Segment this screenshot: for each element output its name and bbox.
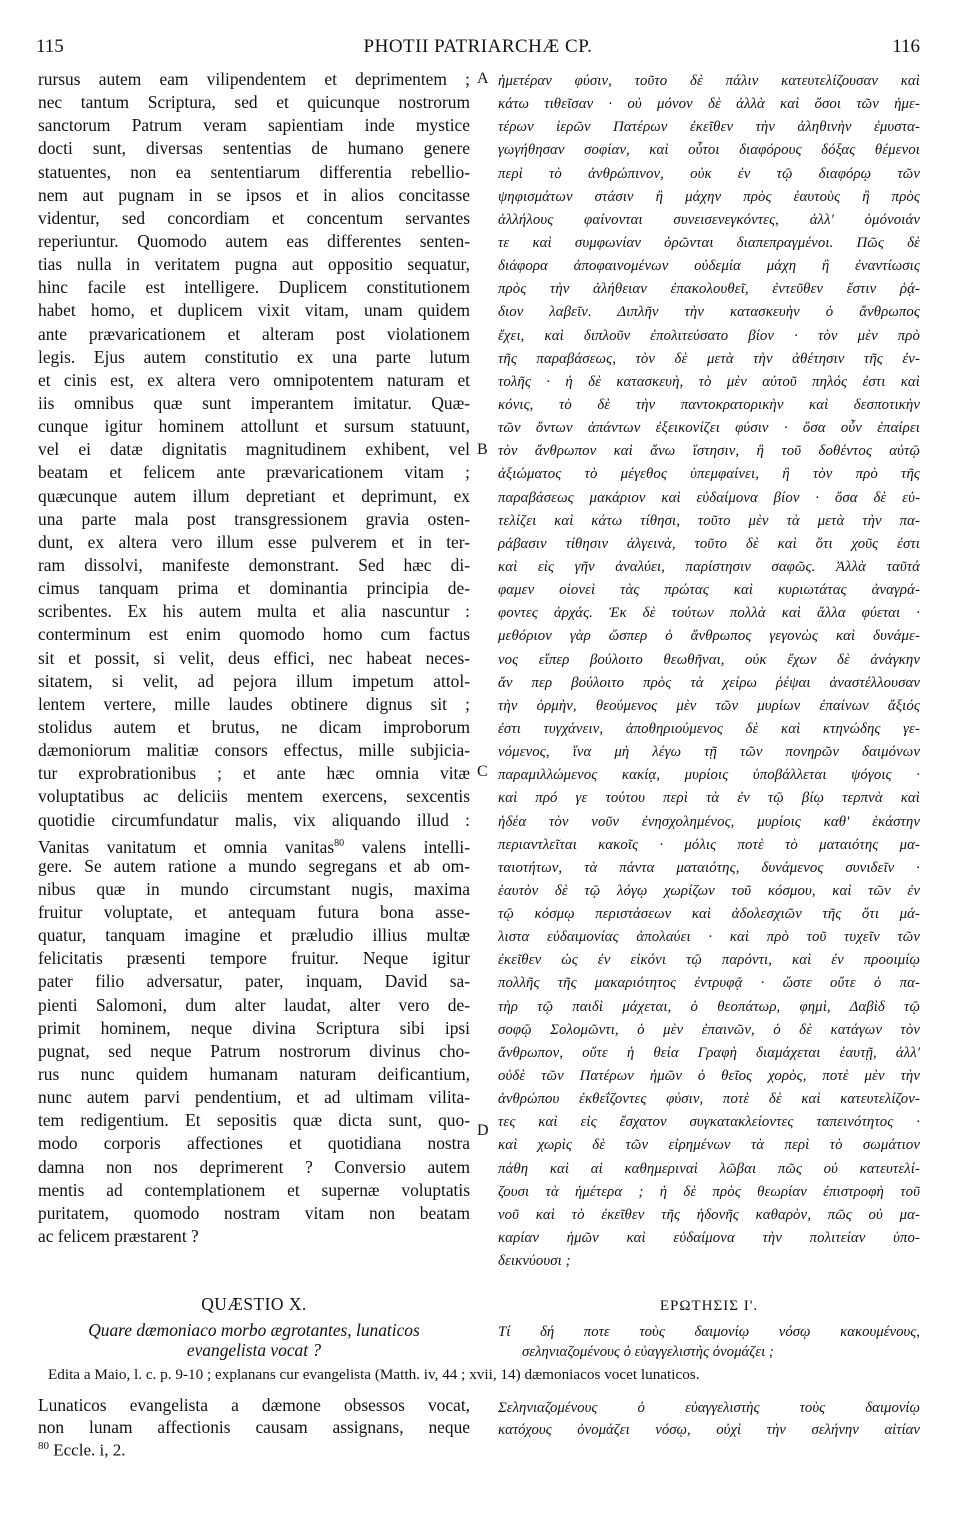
- question-body-latin: [38, 1394, 470, 1438]
- text-line: vel ei datæ dignitatis magnitudinem exhibent, vel: [38, 439, 470, 460]
- text-line: πολλῆς τῆς μακαριότητος ἐντρυφᾷ · ὥστε οὔτε ὁ πα-: [498, 975, 920, 992]
- text-line: κατόχους ὀνομάζει νόσῳ, οὐχὶ τὴν σελήνην αἰτίαν: [498, 1422, 920, 1438]
- text-line: ἔχει, καὶ διπλοῦν ἐπολιτεύσατο βίον · τὸν μὲν πρὸ: [498, 327, 920, 344]
- footnote-number: 80: [38, 1440, 49, 1452]
- text-line: περὶ τὸ ἀνθρώπινον, οὐκ ἐν τῷ διαφόρῳ τῶν: [498, 165, 920, 182]
- page-number-left: 115: [36, 36, 64, 57]
- text-line: ἄν περ βούλοιτο πρὸς τὰ χείρω ῥέψαι ἀναστέλλουσαν: [498, 674, 920, 691]
- text-line: rursus autem eam vilipendentem et deprimentem ;: [38, 69, 470, 89]
- text-line: νος εἴπερ βούλοιτο θεωθῆναι, οὐκ ἔχων δὲ ἀνάγκην: [498, 651, 920, 668]
- text-line: κάτω τιθεῖσαν · οὐ μόνον δὲ ἀλλὰ καὶ ὅσοι τῶν ἡμε-: [498, 96, 920, 113]
- text-line: tem redigentium. Et sepositis quæ dicta sunt, quo-: [38, 1110, 470, 1131]
- text-line: τὴρ τῷ παιδὶ μάχεται, ὁ θεοπάτωρ, φημὶ, Δαβὶδ τῷ: [498, 998, 920, 1015]
- text-line: τῶν ὄντων ἁπάντων ἐξεικονίζει φύσιν · ὅσα οὖν ἐπαίρει: [498, 420, 920, 437]
- text-line: quatur, tanquam imagine et præludio illius multæ: [38, 925, 470, 946]
- text-line: τὴν ὁρμὴν, θεούμενος μὲν τῶν μυρίων ἐπαίνων ἄξιός: [498, 697, 920, 714]
- text-line: lentem vertere, mille laudes obtinere dignus sit ;: [38, 693, 470, 714]
- text-line: rus nunc quidem humanam naturam deificantium,: [38, 1064, 470, 1085]
- text-line-part: Vanitas vanitatum et omnia vanitas: [38, 836, 335, 855]
- section-marker-a: A: [477, 70, 489, 87]
- greek-column: [498, 70, 920, 1273]
- text-line: ράβασιν τίθησιν ἀλγεινὰ, τοῦτο δὲ καὶ ὅτι χοῦς ἐστι: [498, 535, 920, 552]
- question-title-greek-line: σεληνιαζομένους ὁ εὐαγγελιστὴς ὀνομάζει ;: [522, 1344, 774, 1360]
- text-line: quotidie circumfundatur malis, vix aliquando illud :: [38, 809, 470, 830]
- text-line: ψηφισμάτων στάσιν ἢ μάχην πρὸς ἑαυτοὺς ἢ πρὸς: [498, 188, 920, 205]
- text-line: pienti Salomoni, dum alter laudat, alter vero de-: [38, 994, 470, 1015]
- text-line: ac felicem præstarent ?: [38, 1226, 199, 1247]
- text-line: pugnat, sed neque Patrum nostrorum divinus cho-: [38, 1040, 470, 1061]
- text-line: ἡμετέραν φύσιν, τοῦτο δὲ πάλιν κατευτελίζουσαν καὶ: [498, 73, 920, 89]
- section-marker-d: D: [477, 1122, 489, 1139]
- section-marker-b: B: [477, 441, 488, 458]
- section-marker-c: C: [477, 763, 488, 780]
- question-heading-latin: QUÆSTIO X.: [201, 1294, 307, 1314]
- text-line: una parte mala post transgressionem gravia osten-: [38, 508, 470, 529]
- text-line: reperiuntur. Quomodo autem eas differentes senten-: [38, 230, 470, 251]
- text-line: cunque igitur hominem attollunt et sursum statuunt,: [38, 416, 470, 437]
- text-line: ἀλλήλους φαίνονται συνεισενεγκόντες, ἀλλ' ὁμόνοιάν: [498, 211, 920, 228]
- text-line: pater filio adversatur, pater, inquam, David sa-: [38, 971, 470, 992]
- page-number-right: 116: [892, 36, 920, 57]
- text-line: docti sunt, diversas sententias de humano genere: [38, 138, 470, 159]
- text-line: nibus quæ in mundo circumstant nugis, maxima: [38, 878, 470, 899]
- text-line: [38, 832, 470, 855]
- text-line: ram dissolvi, manifeste demonstrant. Sed hæc di-: [38, 554, 470, 575]
- text-line-part: valens intelli-: [344, 836, 470, 855]
- text-line: nem aut pugnam in se ipsos et in alios concitasse: [38, 184, 470, 205]
- text-line: modo corporis affectiones et quotidiana nostra: [38, 1133, 470, 1154]
- question-title-greek: [498, 1322, 920, 1362]
- text-line: μεθόριον γὰρ ὥσπερ ὁ ἄνθρωπος γεγονὼς καὶ δυνάμε-: [498, 628, 920, 645]
- text-line: οὐδὲ τῶν Πατέρων ἡμῶν ὁ θεῖος χορὸς, ποτὲ μὲν τὴν: [498, 1068, 920, 1085]
- text-line: statuentes, non ea sententiarum differentia rebellio-: [38, 161, 470, 182]
- text-line: τῷ κόσμῳ περιστάσεων καὶ ἀδολεσχιῶν τῆς ὅτι μά-: [498, 906, 920, 923]
- text-line: voluptatibus ac deliciis mentem exercens, sexcentis: [38, 786, 470, 807]
- text-line: τέρων ἱερῶν Πατέρων ἐκεῖθεν τὴν ἀληθινὴν ἐμυστα-: [498, 119, 920, 136]
- text-line: hinc facile est intelligere. Duplicem constitutionem: [38, 277, 470, 298]
- text-line: πάθη καὶ αἱ καθημεριναὶ λῶβαι πῶς οὐ κατευτελί-: [498, 1160, 920, 1177]
- latin-column: [38, 68, 470, 1248]
- text-line: ἐστι τυγχάνειν, ἀποθηριούμενος δὲ καὶ κτηνώδης γε-: [498, 720, 920, 737]
- text-line: ἀνθρώπου ἐκθεΐζοντες φύσιν, ποτὲ δὲ καὶ κατευτελίζον-: [498, 1091, 920, 1108]
- text-line: καρίαν ἡμῶν καὶ εὐδαίμονα τὴν πολιτείαν ὑπο-: [498, 1230, 920, 1247]
- text-line: fruitur voluptate, et antequam futura bona asse-: [38, 902, 470, 923]
- page-header: [36, 36, 920, 64]
- text-line: felicitatis præsenti tempore fruitur. Neque igitur: [38, 948, 470, 969]
- text-line: δεικνύουσι ;: [498, 1253, 571, 1270]
- text-line: ἄνθρωπον, οὔτε ἡ θεία Γραφὴ διαμάχεται ἑαυτῇ, ἀλλ': [498, 1044, 920, 1061]
- text-line: non lunam affectionis causam assignans, neque: [38, 1417, 470, 1437]
- text-line: φοντες ἀρχάς. Ἐκ δὲ τούτων πολλὰ καὶ ἄλλα φύεται ·: [498, 605, 920, 622]
- text-line: καὶ πρό γε τούτου περὶ τὰ ἐν τῷ βίῳ τερπνὰ καὶ: [498, 790, 920, 807]
- text-line: beatam et felicem ante prævaricationem vitam ;: [38, 462, 470, 483]
- text-line: sanctorum Patrum veram sapientiam inde mystice: [38, 115, 470, 136]
- text-line: περιαντλεῖται κακοῖς · μόλις ποτὲ τὸ ματαιότης μα-: [498, 836, 920, 853]
- text-line: σοφῷ Σολομῶντι, ὁ μὲν ἐπαινῶν, ὁ δὲ κατάγων τὸν: [498, 1021, 920, 1038]
- text-line: et cinis est, ex altera vero omnipotentem naturam et: [38, 369, 470, 390]
- text-line: παραβάσεως μακάριον καὶ εὐδαίμονα βίον · ὅσα δὲ εὐ-: [498, 489, 920, 506]
- text-line: ἑαυτὸν δὲ τῷ λόγῳ χωρίζων τοῦ κόσμου, καὶ τῶν ἐν: [498, 882, 920, 899]
- text-line: γωγήθησαν σοφίαν, καὶ οὗτοι διαφόρους δόξας θέμενοι: [498, 142, 920, 159]
- text-line: τὸν ἄνθρωπον καὶ ἄνω ἵστησιν, ἢ τοῦ δοθέντος αὐτῷ: [498, 443, 920, 460]
- text-line: scribentes. Ex his autem multa et alia nascuntur :: [38, 601, 470, 622]
- question-title-latin: [38, 1320, 470, 1360]
- question-heading-greek: ΕΡΩΤΗΣΙΣ Ι'.: [659, 1298, 759, 1314]
- text-line: διάφορα ἀποφαινομένων οὐδεμία μάχη ἢ ἐναντίωσις: [498, 258, 920, 275]
- text-line: gere. Se autem ratione a mundo segregans et ab om-: [38, 855, 470, 876]
- text-line: τῆς παραβάσεως, τὸν δὲ μετὰ τὴν ἀθέτησιν τῆς ἐν-: [498, 350, 920, 367]
- footnote: [38, 1440, 125, 1461]
- edition-note: Edita a Maio, l. c. p. 9-10 ; explanans cur evangelista (Matth. iv, 44 ; xvii, 14) dæmoniacos vocet lunaticos.: [48, 1366, 700, 1383]
- text-line: ἡδέα τὸν νοῦν ἐνησχολημένος, μυρίοις καθ' ἑκάστην: [498, 813, 920, 830]
- text-line: λιστα εὐδαιμονίας ἀπολαύει · καὶ πρὸ τοῦ τυχεῖν τῶν: [498, 929, 920, 946]
- text-line: πρὸς τὴν ἀλήθειαν ἐπακολουθεῖ, ἐντεῦθεν ἔστιν ῥᾴ-: [498, 281, 920, 298]
- text-line: νοῦ καὶ τὸ ἐκεῖθεν τῆς ἡδονῆς καθαρὸν, πῶς οὐ μα-: [498, 1206, 920, 1223]
- text-line: primit hominem, neque divina Scriptura sibi ipsi: [38, 1017, 470, 1038]
- text-line: sitatem, si velit, ad pejora illum impetum attol-: [38, 670, 470, 691]
- question-body-greek: [498, 1397, 920, 1441]
- text-line: φαμεν οἱονεὶ τὰς πρώτας καὶ κυριωτάτας ἀναγρά-: [498, 582, 920, 599]
- question-title-latin-line: Quare dæmoniaco morbo ægrotantes, lunaticos: [88, 1320, 420, 1340]
- footnote-text: Eccle. i, 2.: [49, 1440, 126, 1460]
- text-line: νόμενος, ἵνα μὴ λέγω τῇ τῶν πονηρῶν δαιμόνων: [498, 744, 920, 761]
- text-line: Lunaticos evangelista a dæmone obsessos vocat,: [38, 1395, 470, 1415]
- text-line: quæcunque autem illum depretiant et deprimunt, ex: [38, 485, 470, 506]
- text-line: καὶ χωρὶς δὲ τῶν εἰρημένων τὰ περὶ τὸ σωμάτιον: [498, 1137, 920, 1154]
- text-line: ζουσι τὰ ἡμέτερα ; ἡ δὲ πρὸς θεωρίαν ἐπιστροφὴ τοῦ: [498, 1183, 920, 1200]
- text-line: καὶ εἰς γῆν ἀναλύει, παρίστησιν σαφῶς. Ἀλλὰ ταῦτά: [498, 558, 920, 575]
- text-line: ἐκεῖθεν ὡς ἐν εἰκόνι τῷ παρόντι, καὶ ἐν προοιμίῳ: [498, 952, 920, 969]
- text-line: stolidus autem et brutus, ne dicam improborum: [38, 716, 470, 737]
- text-line: dunt, ex altera vero illum esse pulverem et in ter-: [38, 531, 470, 552]
- text-line: iis omnibus quæ sunt imperantem imitatur. Quæ-: [38, 392, 470, 413]
- text-line: τες καὶ εἰς ἔσχατον συγκατακλείοντες ταπεινότητος ·: [498, 1114, 920, 1131]
- running-title: PHOTII PATRIARCHÆ CP.: [363, 36, 593, 57]
- text-line: ταιοτήτων, τὰ πάντα ματαιότης, δυνάμενος συνιδεῖν ·: [498, 859, 920, 876]
- text-line: τε καὶ συμφωνίαν ὁρῶνται διαπεπραγμένοι. Πῶς δὲ: [498, 234, 920, 251]
- text-line: sit et possit, si velit, deus effici, nec habeat neces-: [38, 647, 470, 668]
- text-line: διον λαβεῖν. Διπλῆν τὴν κατασκευὴν ὁ ἄνθρωπος: [498, 304, 920, 321]
- text-line: cimus tanquam prima et dominantia principia de-: [38, 578, 470, 599]
- text-line: damna non nos deprimerent ? Conversio autem: [38, 1156, 470, 1177]
- text-line: nec tantum Scriptura, sed et quicunque nostrorum: [38, 92, 470, 113]
- question-title-greek-line: Τί δή ποτε τοὺς δαιμονίῳ νόσῳ κακουμένους,: [498, 1324, 920, 1340]
- text-line: τολῆς · ἡ δὲ κατασκευὴ, τὸ μὲν αὐτοῦ πηλός ἐστι καὶ: [498, 373, 920, 390]
- text-line: legis. Ejus autem constitutio ex una parte lutum: [38, 346, 470, 367]
- text-line: tias nulla in veritatem pugna aut oppositio sequatur,: [38, 254, 470, 275]
- text-line: ante prævaricationem et alteram post violationem: [38, 323, 470, 344]
- text-line: Σεληνιαζομένους ὁ εὐαγγελιστὴς τοὺς δαιμονίῳ: [498, 1400, 920, 1416]
- text-line: tur exprobrationibus ; et ante hæc omnia vitæ: [38, 763, 470, 784]
- text-line: nunc autem parvi pendentium, et ad ultimam vilita-: [38, 1087, 470, 1108]
- text-line: mentis ad contemplationem et supernæ voluptatis: [38, 1179, 470, 1200]
- text-line: conterminum est enim quomodo homo cum factus: [38, 624, 470, 645]
- text-line: habet homo, et duplicem vixit vitam, unam quidem: [38, 300, 470, 321]
- text-line: τελίζει καὶ κάτω τίθησι, τοῦτο μὲν τὰ μετὰ τὴν πα-: [498, 512, 920, 529]
- text-line: ἀξιώματος τὸ μέγεθος ὑπεμφαίνει, ἢ τὸν πρὸ τῆς: [498, 466, 920, 483]
- text-line: κόνις, τὸ δὲ τὴν παντοκρατορικὴν καὶ δεσποτικὴν: [498, 396, 920, 413]
- footnote-ref: 80: [334, 837, 345, 849]
- text-line: videntur, sed concordiam et concentum servantes: [38, 207, 470, 228]
- question-title-latin-line: evangelista vocat ?: [186, 1340, 322, 1360]
- text-line: puritatem, quomodo nostram vitam non beatam: [38, 1202, 470, 1223]
- text-line: παραμιλλώμενος κακίᾳ, μυρίοις ὑποβάλλεται ψόγοις ·: [498, 767, 920, 784]
- text-line: dæmoniorum malitiæ consors effectus, mille subjicia-: [38, 740, 470, 761]
